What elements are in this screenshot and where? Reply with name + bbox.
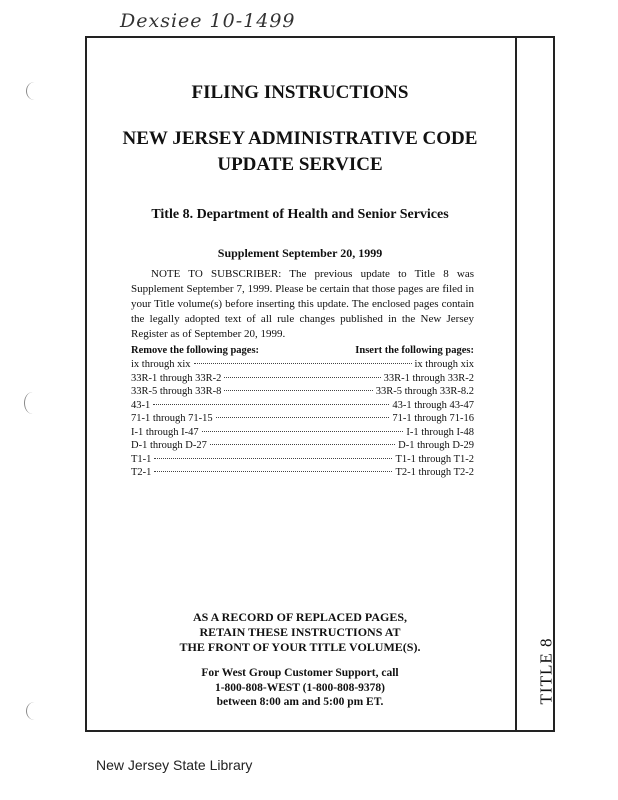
- table-row: [131, 426, 474, 440]
- insert-cell: D-1 through D-29: [398, 440, 474, 451]
- support-line: For West Group Customer Support, call: [201, 667, 399, 679]
- remove-cell: D-1 through D-27: [131, 440, 207, 451]
- table-row: [131, 372, 474, 386]
- insert-cell: ix through xix: [414, 359, 474, 370]
- title-tab-label: TITLE 8: [536, 637, 556, 705]
- record-retention-note: [90, 610, 510, 655]
- remove-cell: 33R-1 through 33R-2: [131, 372, 222, 384]
- subscriber-note: NOTE TO SUBSCRIBER: The previous update to Title 8 was Supplement September 7, 1999. Please be certain that those pages are filed in your Title volume(s) before inserting this update. The enclosed pages contain the legally adopted text of all rule changes published in the New Jersey Register as of September 20, 1999.: [131, 268, 474, 340]
- record-note-line: RETAIN THESE INSTRUCTIONS AT: [199, 625, 401, 639]
- dot-leader: [224, 377, 380, 378]
- insert-cell: 43-1 through 43-47: [392, 399, 474, 411]
- support-line: between 8:00 am and 5:00 pm ET.: [216, 696, 384, 708]
- table-row: [131, 439, 474, 453]
- remove-cell: 33R-5 through 33R-8: [131, 386, 222, 397]
- dot-leader: [202, 431, 404, 432]
- library-stamp: New Jersey State Library: [96, 757, 253, 773]
- record-note-line: AS A RECORD OF REPLACED PAGES,: [192, 610, 408, 624]
- hole-punch-mark: [26, 82, 43, 100]
- insert-cell: T1-1 through T1-2: [395, 453, 474, 465]
- remove-cell: ix through xix: [131, 359, 191, 370]
- tab-divider: [515, 36, 517, 732]
- table-row: [131, 385, 474, 399]
- table-row: [131, 453, 474, 467]
- insert-cell: 33R-5 through 33R-8.2: [375, 386, 474, 397]
- dot-leader: [154, 471, 392, 472]
- subtitle-line: NEW JERSEY ADMINISTRATIVE CODE: [122, 128, 478, 149]
- dot-leader: [194, 363, 412, 364]
- remove-cell: T2-1: [131, 467, 152, 478]
- hole-punch-mark: [24, 392, 41, 414]
- dot-leader: [154, 458, 392, 459]
- hole-punch-mark: [26, 702, 43, 720]
- remove-header: Remove the following pages:: [131, 345, 260, 356]
- table-row: [131, 399, 474, 413]
- remove-cell: 71-1 through 71-15: [131, 413, 213, 424]
- table-row: [131, 358, 474, 372]
- record-note-line: THE FRONT OF YOUR TITLE VOLUME(S).: [179, 640, 421, 654]
- dot-leader: [216, 417, 390, 418]
- support-line: 1-800-808-WEST (1-800-808-9378): [214, 681, 386, 694]
- page-replacement-table: [131, 344, 474, 480]
- table-row: [131, 466, 474, 480]
- supplement-date: Supplement September 20, 1999: [217, 246, 383, 260]
- department-heading: Title 8. Department of Health and Senior Services: [151, 207, 449, 222]
- table-row: [131, 412, 474, 426]
- remove-cell: I-1 through I-47: [131, 426, 199, 438]
- insert-cell: I-1 through I-48: [406, 426, 474, 438]
- insert-header: Insert the following pages:: [355, 345, 474, 356]
- subtitle-line: UPDATE SERVICE: [217, 154, 383, 175]
- dot-leader: [224, 390, 372, 391]
- dot-leader: [210, 444, 395, 445]
- insert-cell: 71-1 through 71-16: [392, 413, 474, 424]
- remove-cell: T1-1: [131, 453, 152, 465]
- handwritten-annotation: Dexsiee 10-1499: [120, 10, 296, 32]
- title-tab: [531, 636, 561, 706]
- insert-cell: T2-1 through T2-2: [395, 467, 474, 478]
- dot-leader: [153, 404, 389, 405]
- page-title: FILING INSTRUCTIONS: [191, 82, 409, 103]
- page-subtitle: [90, 126, 510, 178]
- remove-cell: 43-1: [131, 399, 151, 411]
- table-header: [131, 344, 474, 358]
- insert-cell: 33R-1 through 33R-2: [383, 372, 474, 384]
- customer-support-info: [90, 666, 510, 710]
